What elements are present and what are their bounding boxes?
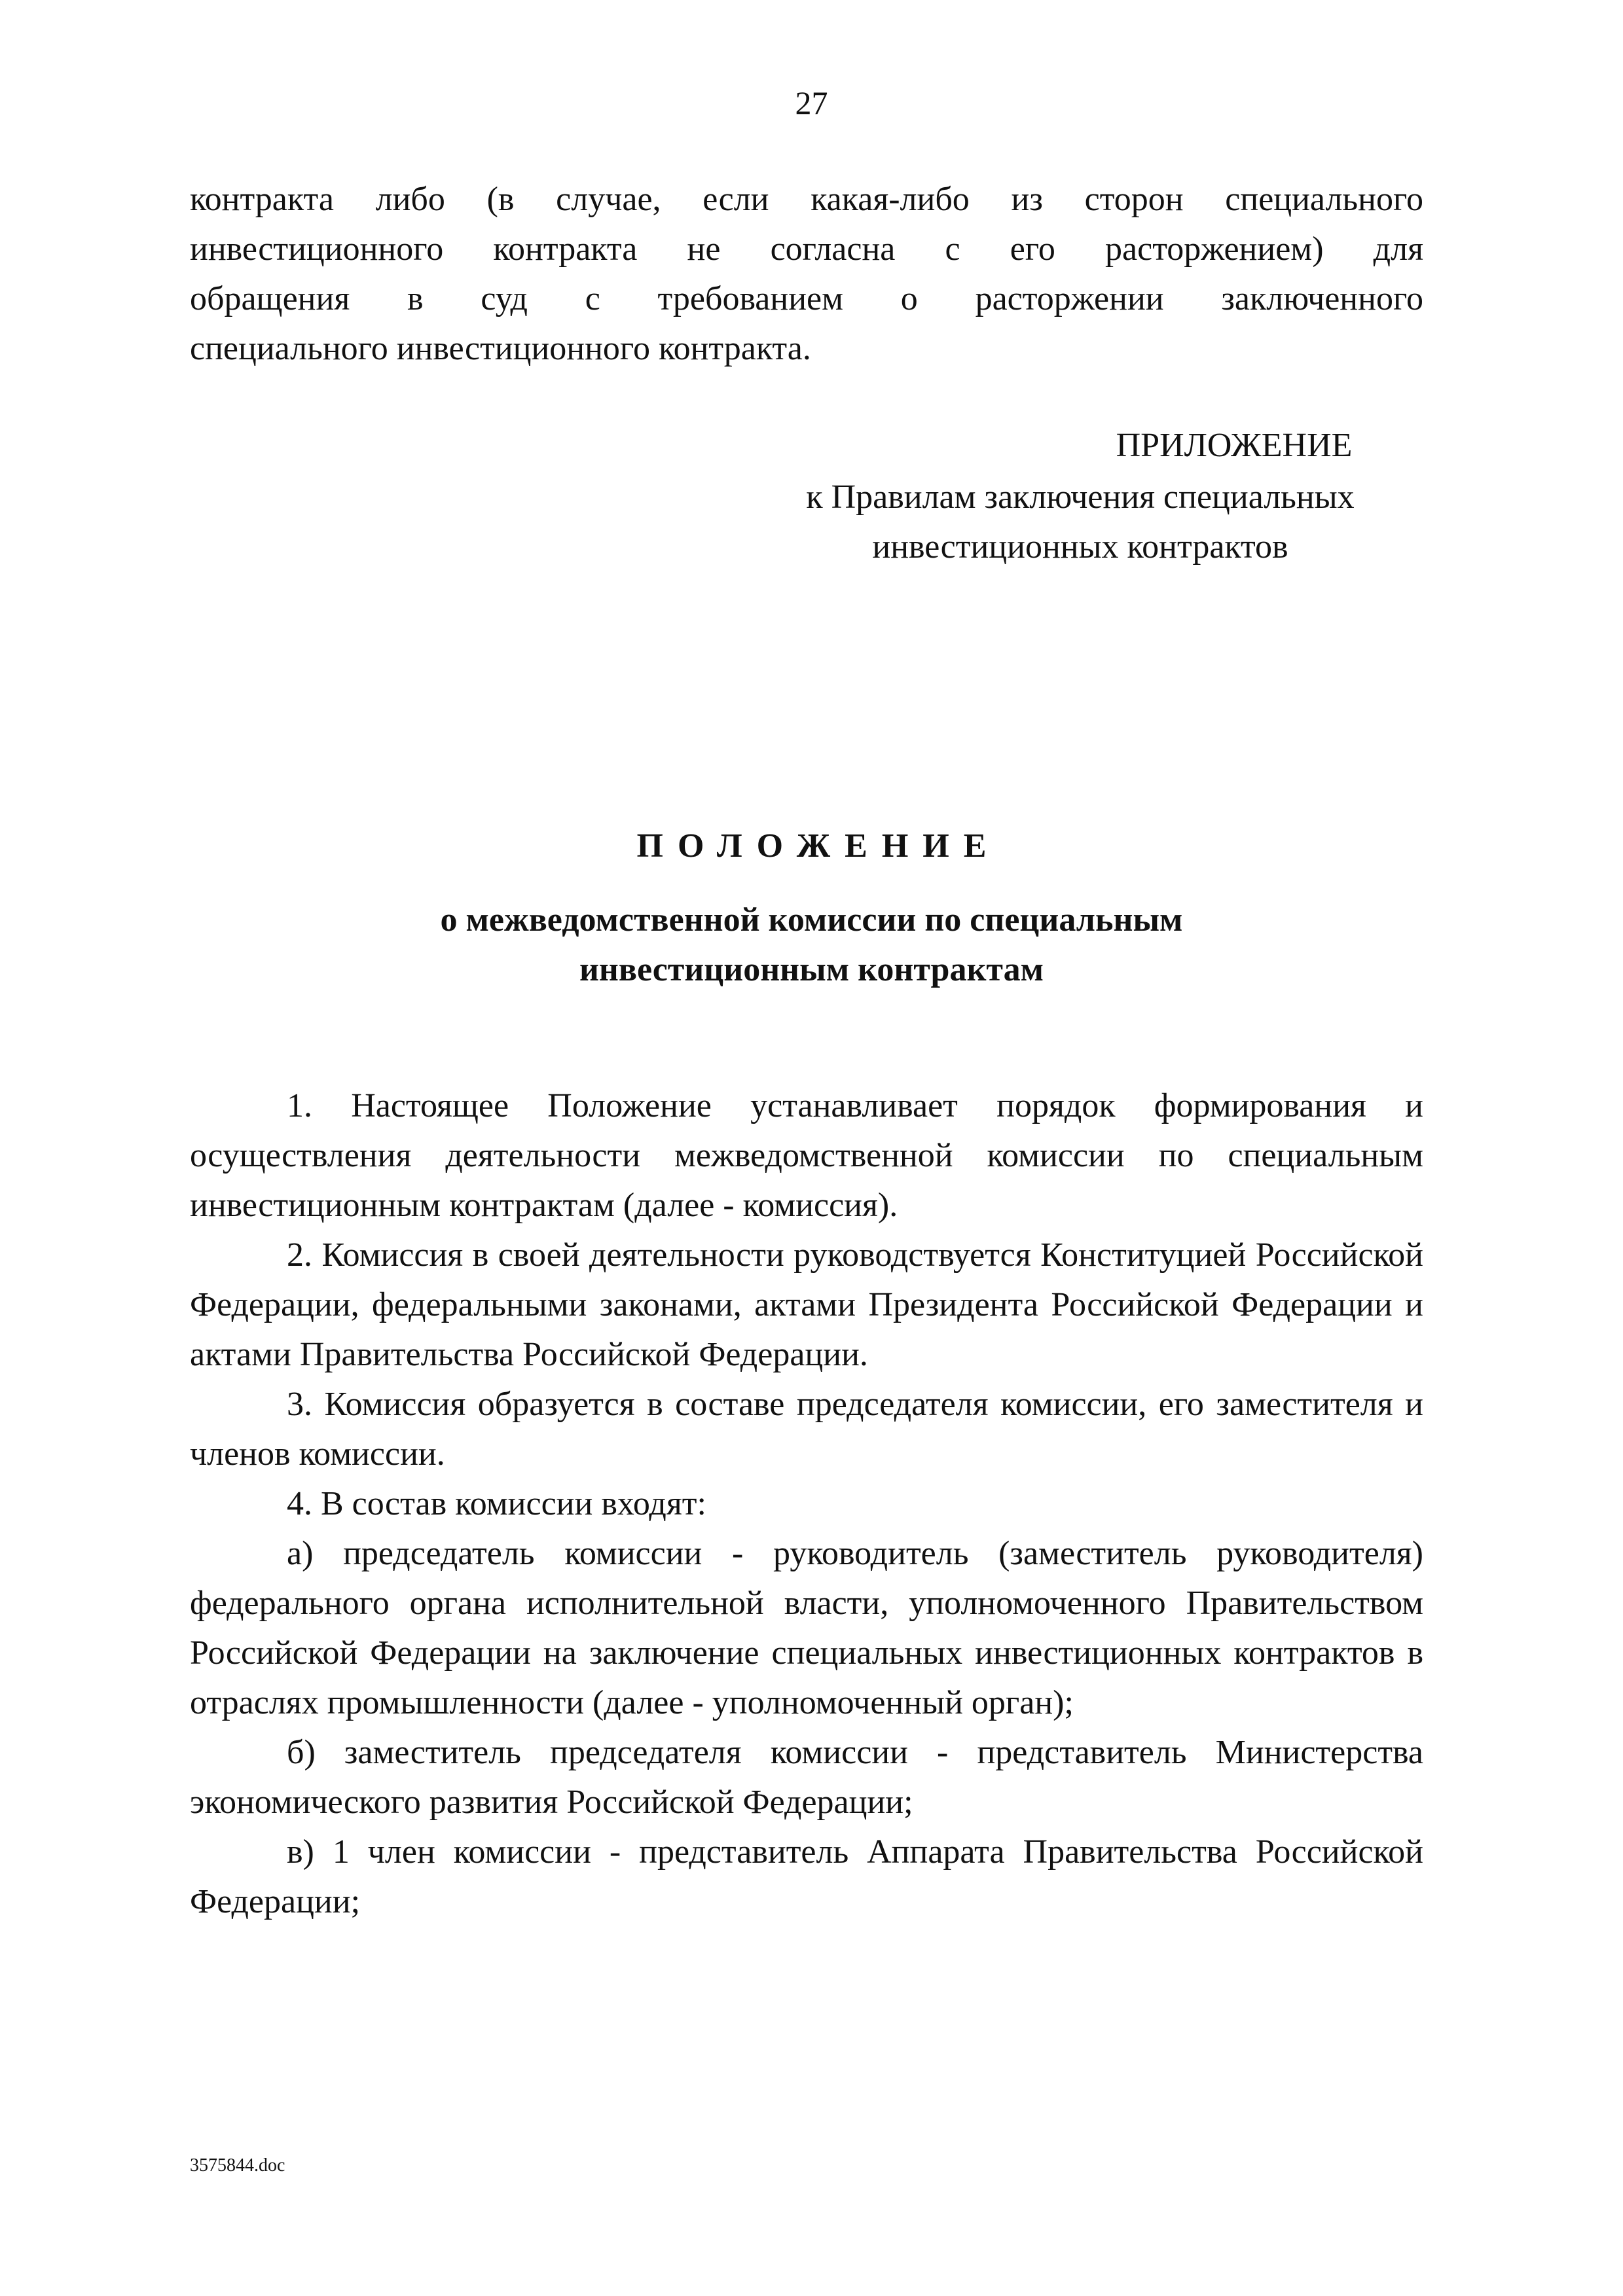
continuation-line: инвестиционного контракта не согласна с его расторжением) для: [190, 230, 1423, 268]
paragraph-4a: а) председатель комиссии - руководитель (заместитель руководителя) федерального органа исполнительной власти, уполномоченного Правительством Российской Федерации на заключение специальных инвестиционных контрактов в отраслях промышленности (далее - уполномоченный орган);: [190, 1535, 1423, 1721]
page-number: 27: [795, 84, 828, 121]
document-title: ПОЛОЖЕНИЕ: [636, 827, 1001, 865]
regulation-body: [190, 1081, 1423, 1927]
paragraph-4b: б) заместитель председателя комиссии - представитель Министерства экономического развития Российской Федерации;: [190, 1734, 1423, 1821]
document-subtitle-line: о межведомственной комиссии по специальным: [440, 901, 1183, 939]
footer-file-name: 3575844.doc: [190, 2155, 285, 2176]
continuation-paragraph: [190, 175, 1423, 374]
paragraph-4: 4. В состав комиссии входят:: [287, 1485, 706, 1522]
appendix-subtitle-line: инвестиционных контрактов: [872, 528, 1288, 565]
continuation-line: обращения в суд с требованием о расторжении заключенного: [190, 280, 1423, 317]
paragraph-1: 1. Настоящее Положение устанавливает порядок формирования и осуществления деятельности межведомственной комиссии по специальным инвестиционным контрактам (далее - комиссия).: [190, 1087, 1423, 1224]
continuation-line: специального инвестиционного контракта.: [190, 330, 811, 367]
appendix-subtitle-line: к Правилам заключения специальных: [806, 478, 1355, 516]
appendix-subtitle: [753, 473, 1408, 572]
appendix-title: ПРИЛОЖЕНИЕ: [1116, 427, 1353, 464]
paragraph-3: 3. Комиссия образуется в составе председателя комиссии, его заместителя и членов комиссии.: [190, 1386, 1423, 1473]
paragraph-4c: в) 1 член комиссии - представитель Аппарата Правительства Российской Федерации;: [190, 1833, 1423, 1920]
continuation-line: контракта либо (в случае, если какая-либо из сторон специального: [190, 181, 1423, 218]
document-subtitle: [0, 895, 1623, 995]
document-subtitle-line: инвестиционным контрактам: [579, 951, 1044, 988]
paragraph-2: 2. Комиссия в своей деятельности руководствуется Конституцией Российской Федерации, федеральными законами, актами Президента Российской Федерации и актами Правительства Российской Федерации.: [190, 1236, 1423, 1373]
